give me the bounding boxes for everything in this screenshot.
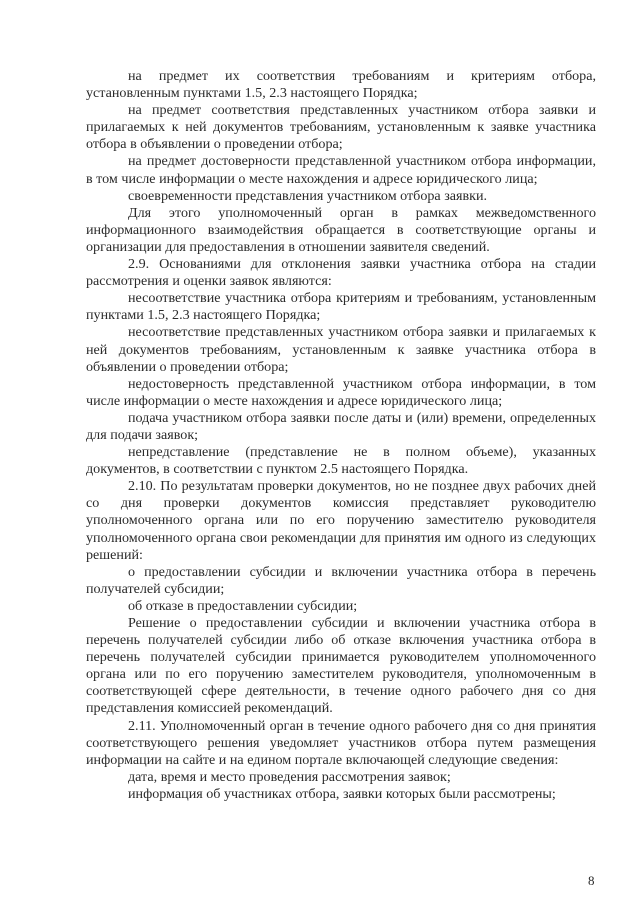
paragraph-interagency-request: Для этого уполномоченный орган в рамках межведомственного информационного взаимодействия обращается в соответствующие органы и организации для предоставления в отношении заявителя сведений.	[86, 204, 596, 255]
paragraph-decision-grant: о предоставлении субсидии и включении участника отбора в перечень получателей субсидии;	[86, 563, 596, 597]
paragraph-2-11: 2.11. Уполномоченный орган в течение одного рабочего дня со дня принятия соответствующего решения уведомляет участников отбора путем размещения информации на сайте и на едином портале включающей следующие сведения:	[86, 717, 596, 768]
paragraph-documents-check: на предмет соответствия представленных участником отбора заявки и прилагаемых к ней документов требованиям, установленным к заявке участника отбора в объявлении о проведении отбора;	[86, 102, 596, 153]
paragraph-2-10: 2.10. По результатам проверки документов, но не позднее двух рабочих дней со дня проверки документов комиссия представляет руководителю уполномоченного органа или по его поручению заместителю руководителя уполномоченного органа свои рекомендации для принятия им одного из следующих решений:	[86, 478, 596, 563]
paragraph-rejection-missing: непредставление (представление не в полном объеме), указанных документов, в соответствии с пунктом 2.5 настоящего Порядка.	[86, 444, 596, 478]
paragraph-timeliness-check: своевременности представления участником отбора заявки.	[128, 187, 488, 204]
paragraph-decision-refuse: об отказе в предоставлении субсидии;	[128, 597, 358, 614]
paragraph-rejection-late: подача участником отбора заявки после даты и (или) времени, определенных для подачи заявок;	[86, 409, 596, 443]
page-number: 8	[588, 873, 595, 888]
paragraph-participants-info: информация об участниках отбора, заявки которых были рассмотрены;	[128, 785, 556, 802]
paragraph-rejection-unreliable: недостоверность представленной участником отбора информации, в том числе информации о месте нахождения и адресе юридического лица;	[86, 375, 596, 409]
paragraph-2-9-heading: 2.9. Основаниями для отклонения заявки участника отбора на стадии рассмотрения и оценки заявок являются:	[86, 256, 596, 290]
paragraph-decision-authority: Решение о предоставлении субсидии и включении участника отбора в перечень получателей субсидии либо об отказе включения участника отбора в перечень получателей субсидии принимается руководителем уполномоченного органа или по его поручению заместителем руководителя, уполномоченным в соответствующей сфере деятельности, в течение одного рабочего дня со дня представления комиссией рекомендаций.	[86, 615, 596, 717]
paragraph-rejection-documents: несоответствие представленных участником отбора заявки и прилагаемых к ней документов требованиям, установленным к заявке участника отбора в объявлении о проведении отбора;	[86, 324, 596, 375]
paragraph-rejection-criteria: несоответствие участника отбора критериям и требованиям, установленным пунктами 1.5, 2.3 настоящего Порядка;	[86, 290, 596, 324]
paragraph-criteria-check: на предмет их соответствия требованиям и критериям отбора, установленным пунктами 1.5, 2.3 настоящего Порядка;	[86, 68, 596, 102]
document-body	[86, 68, 596, 803]
paragraph-review-date: дата, время и место проведения рассмотрения заявок;	[128, 768, 451, 785]
paragraph-reliability-check: на предмет достоверности представленной участником отбора информации, в том числе информации о месте нахождения и адресе юридического лица;	[86, 153, 596, 187]
